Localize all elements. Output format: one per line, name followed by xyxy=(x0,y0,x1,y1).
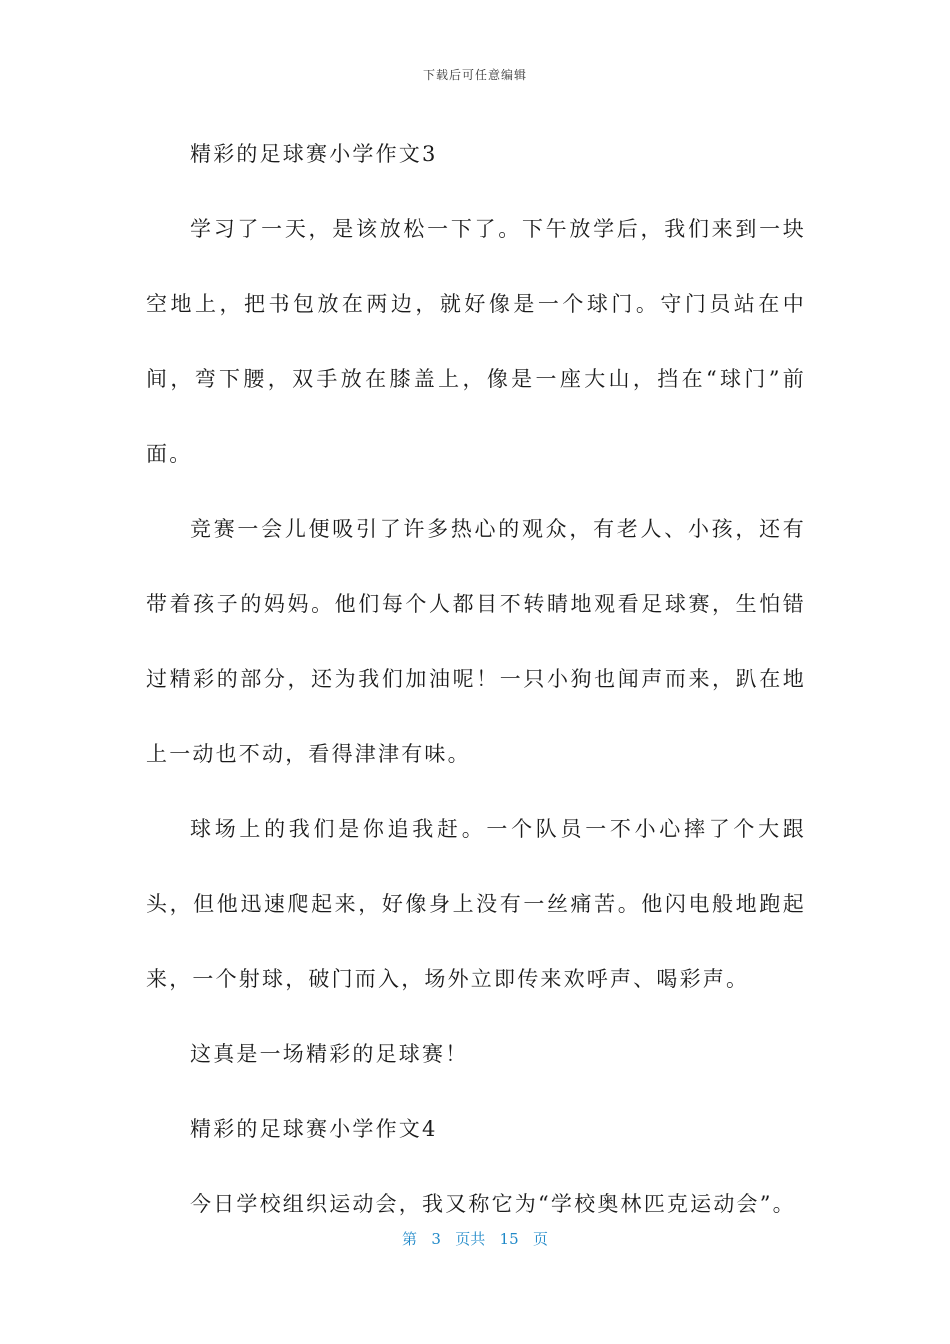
paragraph: 这真是一场精彩的足球赛！ xyxy=(190,1042,469,1066)
paragraph: 今日学校组织运动会，我又称它为“学校奥林匹克运动会”。 xyxy=(190,1192,796,1216)
page-footer xyxy=(0,1228,950,1249)
section-title: 精彩的足球赛小学作文3 xyxy=(190,142,438,166)
footer-prefix: 第 xyxy=(402,1230,418,1248)
document-body xyxy=(146,117,806,1242)
page-header: 下载后可任意编辑 xyxy=(422,68,527,82)
footer-suffix: 页 xyxy=(532,1230,548,1248)
section-title: 精彩的足球赛小学作文4 xyxy=(190,1117,438,1141)
paragraph: 学习了一天，是该放松一下了。下午放学后，我们来到一块空地上，把书包放在两边，就好像是一个球门。守门员站在中间，弯下腰，双手放在膝盖上，像是一座大山，挡在“球门”前面。 xyxy=(146,217,806,466)
total-pages-number: 15 xyxy=(499,1230,519,1248)
paragraph: 竞赛一会儿便吸引了许多热心的观众，有老人、小孩，还有带着孩子的妈妈。他们每个人都目不转睛地观看足球赛，生怕错过精彩的部分，还为我们加油呢！一只小狗也闻声而来，趴在地上一动也不动，看得津津有味。 xyxy=(146,517,806,766)
footer-middle: 页共 xyxy=(455,1230,486,1248)
paragraph: 球场上的我们是你追我赶。一个队员一不小心摔了个大跟头，但他迅速爬起来，好像身上没有一丝痛苦。他闪电般地跑起来，一个射球，破门而入，场外立即传来欢呼声、喝彩声。 xyxy=(146,817,806,991)
current-page-number: 3 xyxy=(431,1230,441,1248)
